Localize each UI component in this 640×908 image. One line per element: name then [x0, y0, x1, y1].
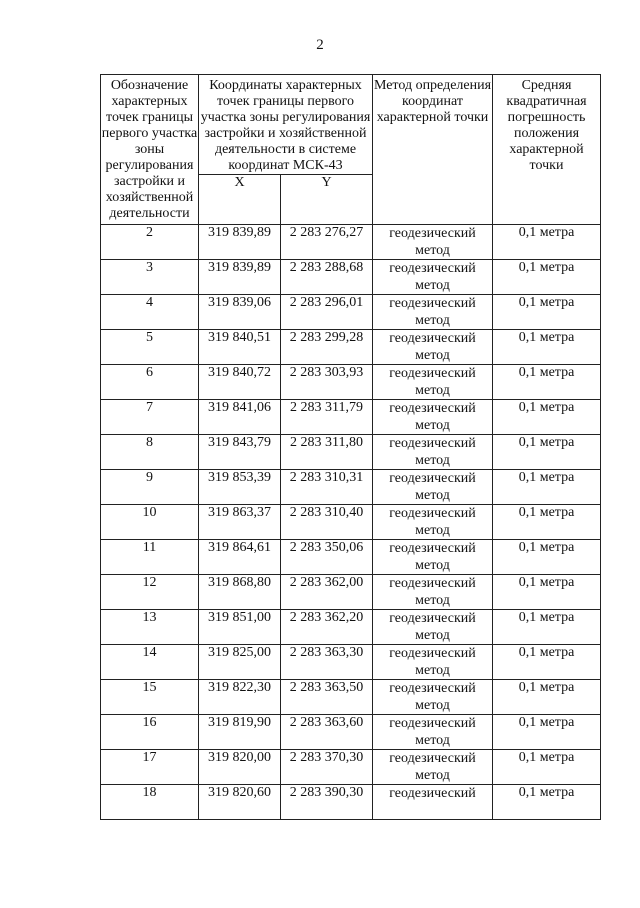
cell-error: 0,1 метра: [493, 505, 601, 540]
cell-error: 0,1 метра: [493, 470, 601, 505]
cell-method: геодезический метод: [373, 645, 493, 680]
cell-y: 2 283 296,01: [281, 295, 373, 330]
cell-method: геодезический метод: [373, 260, 493, 295]
cell-method: геодезический: [373, 785, 493, 820]
table-row: [101, 435, 601, 470]
header-x: X: [199, 175, 281, 225]
cell-x: 319 822,30: [199, 680, 281, 715]
cell-y: 2 283 363,60: [281, 715, 373, 750]
cell-method: геодезический метод: [373, 575, 493, 610]
cell-x: 319 839,89: [199, 225, 281, 260]
coordinates-table: [100, 74, 601, 820]
cell-method: геодезический метод: [373, 540, 493, 575]
cell-point: 14: [101, 645, 199, 680]
cell-point: 16: [101, 715, 199, 750]
cell-x: 319 839,89: [199, 260, 281, 295]
header-point-designation: [101, 75, 199, 225]
header-method-text: Метод определения координат характерной точки: [373, 78, 492, 125]
cell-y: 2 283 390,30: [281, 785, 373, 820]
cell-error: 0,1 метра: [493, 400, 601, 435]
cell-y: 2 283 299,28: [281, 330, 373, 365]
cell-x: 319 851,00: [199, 610, 281, 645]
table-row: [101, 680, 601, 715]
cell-error: 0,1 метра: [493, 645, 601, 680]
cell-point: 18: [101, 785, 199, 820]
cell-x: 319 841,06: [199, 400, 281, 435]
cell-y: 2 283 288,68: [281, 260, 373, 295]
cell-error: 0,1 метра: [493, 365, 601, 400]
cell-x: 319 819,90: [199, 715, 281, 750]
cell-point: 10: [101, 505, 199, 540]
header-point-designation-text: Обозначение характерных точек границы первого участка зоны регулирования застройки и хозяйственной деятельности: [101, 78, 198, 221]
cell-method: геодезический метод: [373, 435, 493, 470]
cell-x: 319 864,61: [199, 540, 281, 575]
cell-error: 0,1 метра: [493, 575, 601, 610]
cell-point: 8: [101, 435, 199, 470]
cell-error: 0,1 метра: [493, 295, 601, 330]
cell-point: 5: [101, 330, 199, 365]
table-row: [101, 750, 601, 785]
cell-x: 319 825,00: [199, 645, 281, 680]
header-error-text: Средняя квадратичная погрешность положения характерной точки: [506, 78, 587, 173]
table-row: [101, 470, 601, 505]
cell-y: 2 283 303,93: [281, 365, 373, 400]
table-row: [101, 260, 601, 295]
cell-error: 0,1 метра: [493, 715, 601, 750]
table-row: [101, 400, 601, 435]
cell-error: 0,1 метра: [493, 435, 601, 470]
table-row: [101, 610, 601, 645]
cell-method: геодезический метод: [373, 750, 493, 785]
cell-y: 2 283 370,30: [281, 750, 373, 785]
cell-y: 2 283 350,06: [281, 540, 373, 575]
cell-y: 2 283 363,30: [281, 645, 373, 680]
header-y: Y: [281, 175, 373, 225]
cell-point: 4: [101, 295, 199, 330]
cell-method: геодезический метод: [373, 470, 493, 505]
cell-x: 319 853,39: [199, 470, 281, 505]
cell-method: геодезический метод: [373, 715, 493, 750]
table-header: [101, 75, 601, 225]
cell-error: 0,1 метра: [493, 750, 601, 785]
cell-method: геодезический метод: [373, 295, 493, 330]
cell-x: 319 839,06: [199, 295, 281, 330]
cell-error: 0,1 метра: [493, 330, 601, 365]
table-row: [101, 225, 601, 260]
cell-y: 2 283 311,80: [281, 435, 373, 470]
cell-y: 2 283 311,79: [281, 400, 373, 435]
table-row: [101, 645, 601, 680]
header-method: [373, 75, 493, 225]
cell-error: 0,1 метра: [493, 225, 601, 260]
cell-point: 17: [101, 750, 199, 785]
cell-method: геодезический метод: [373, 330, 493, 365]
table-row: [101, 330, 601, 365]
cell-x: 319 840,51: [199, 330, 281, 365]
cell-point: 15: [101, 680, 199, 715]
cell-error: 0,1 метра: [493, 785, 601, 820]
cell-point: 3: [101, 260, 199, 295]
cell-y: 2 283 310,40: [281, 505, 373, 540]
cell-x: 319 863,37: [199, 505, 281, 540]
header-row: [101, 75, 601, 175]
table-row: [101, 540, 601, 575]
cell-error: 0,1 метра: [493, 260, 601, 295]
table-row: [101, 365, 601, 400]
cell-point: 13: [101, 610, 199, 645]
cell-x: 319 843,79: [199, 435, 281, 470]
table-row: [101, 505, 601, 540]
header-coordinates-text: Координаты характерных точек границы первого участка зоны регулирования застройки и хозяйственной деятельности в системе координат МСК-43: [200, 78, 371, 173]
cell-y: 2 283 362,00: [281, 575, 373, 610]
table-row: [101, 715, 601, 750]
cell-method: геодезический метод: [373, 680, 493, 715]
cell-method: геодезический метод: [373, 365, 493, 400]
table-row: [101, 295, 601, 330]
cell-x: 319 820,60: [199, 785, 281, 820]
table-row: [101, 785, 601, 820]
table-body: [101, 225, 601, 820]
cell-point: 9: [101, 470, 199, 505]
cell-point: 2: [101, 225, 199, 260]
table-row: [101, 575, 601, 610]
cell-method: геодезический метод: [373, 610, 493, 645]
cell-x: 319 820,00: [199, 750, 281, 785]
cell-method: геодезический метод: [373, 225, 493, 260]
header-coordinates: [199, 75, 373, 175]
cell-x: 319 868,80: [199, 575, 281, 610]
cell-error: 0,1 метра: [493, 680, 601, 715]
cell-y: 2 283 362,20: [281, 610, 373, 645]
cell-error: 0,1 метра: [493, 610, 601, 645]
cell-point: 6: [101, 365, 199, 400]
page-number: 2: [316, 37, 324, 53]
cell-x: 319 840,72: [199, 365, 281, 400]
cell-method: геодезический метод: [373, 400, 493, 435]
cell-point: 11: [101, 540, 199, 575]
cell-method: геодезический метод: [373, 505, 493, 540]
cell-y: 2 283 363,50: [281, 680, 373, 715]
cell-y: 2 283 310,31: [281, 470, 373, 505]
cell-error: 0,1 метра: [493, 540, 601, 575]
cell-point: 7: [101, 400, 199, 435]
cell-y: 2 283 276,27: [281, 225, 373, 260]
cell-point: 12: [101, 575, 199, 610]
header-error: [493, 75, 601, 225]
